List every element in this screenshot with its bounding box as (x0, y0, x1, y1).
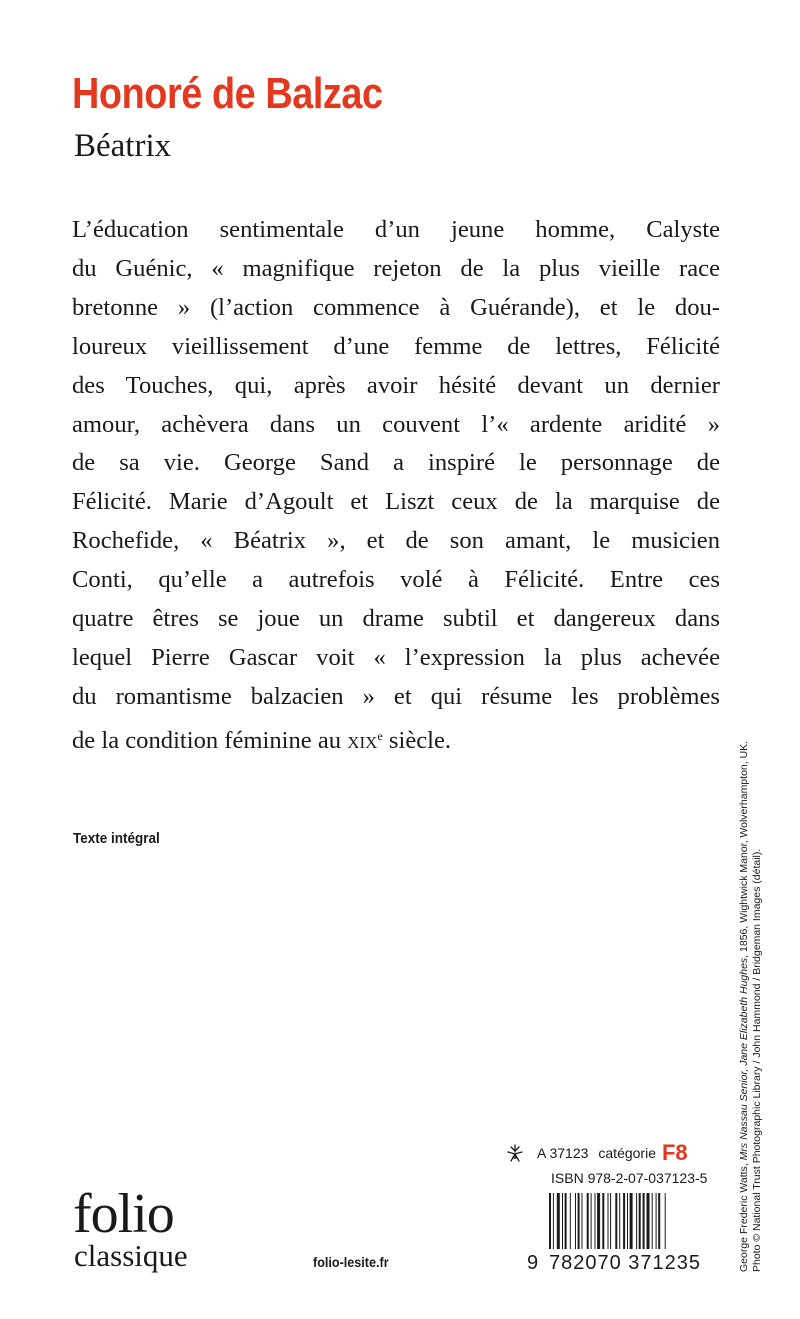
barcode-bar (656, 1193, 657, 1249)
category-label: catégorie (598, 1145, 656, 1161)
barcode-bar (591, 1193, 592, 1249)
barcode-bar (658, 1193, 660, 1249)
barcode-bar (595, 1193, 596, 1249)
summary-line: bretonne » (l’action commence à Guérande), et le dou- (72, 293, 720, 321)
barcode-bar (639, 1193, 641, 1249)
barcode-bar (627, 1193, 628, 1249)
credit-painter: George Frederic Watts, (738, 1160, 750, 1272)
barcode-bar (582, 1193, 583, 1249)
summary-line: du Guénic, « magnifique rejeton de la plus vieille race (72, 254, 720, 282)
barcode-bar (630, 1193, 633, 1249)
category-code: F8 (661, 1140, 688, 1165)
summary-last-line-end: siècle. (382, 726, 452, 754)
credit-artwork: Mrs Nassau Senior, Jane Elizabeth Hughes (738, 957, 750, 1161)
barcode-bar (636, 1193, 637, 1249)
credit-details: , 1856, Wightwick Manor, Wolverhampton, UK. (738, 740, 750, 958)
publisher-website: folio-lesite.fr (313, 1254, 389, 1270)
credit-photo: Photo © National Trust Photographic Library / John Hammond / Bridgeman Images (détail). (751, 848, 763, 1272)
isbn: ISBN 978-2-07-037123-5 (551, 1170, 708, 1186)
summary-line: lequel Pierre Gascar voit « l’expression la plus achevée (72, 643, 720, 671)
barcode-bar (643, 1193, 645, 1249)
summary-line: quatre êtres se joue un drame subtil et dangereux dans (72, 605, 720, 633)
summary-line: Rochefide, « Béatrix », et de son amant, le musicien (72, 527, 720, 555)
barcode-bar (619, 1193, 620, 1249)
book-title: Béatrix (74, 128, 172, 164)
barcode-bar (562, 1193, 563, 1249)
barcode-bar (575, 1193, 576, 1249)
edition-note: Texte intégral (73, 830, 160, 847)
summary-line: du romantisme balzacien » et qui résume les problèmes (72, 682, 720, 710)
barcode-bar (608, 1193, 609, 1249)
credit-line-1 (738, 622, 751, 1272)
century-superscript: e (377, 728, 383, 743)
barcode-number: 782070 371235 (549, 1252, 702, 1274)
barcode-digits (527, 1252, 701, 1275)
barcode-bar (557, 1193, 560, 1249)
barcode-bar (578, 1193, 580, 1249)
barcode-bar (652, 1193, 653, 1249)
barcode-bar (597, 1193, 600, 1249)
back-cover-summary (72, 211, 720, 761)
author-name: Honoré de Balzac (72, 69, 383, 118)
barcode-bar (570, 1193, 571, 1249)
barcode-bar (602, 1193, 604, 1249)
summary-line: des Touches, qui, après avoir hésité devant un dernier (72, 371, 720, 399)
cover-credit (738, 622, 764, 1272)
summary-line: amour, achèvera dans un couvent l’« ardente aridité » (72, 410, 720, 438)
publisher-logo-folio: folio (73, 1183, 174, 1245)
barcode-bar (623, 1193, 625, 1249)
summary-last-line (72, 717, 720, 761)
barcode-bar (553, 1193, 554, 1249)
summary-line: Félicité. Marie d’Agoult et Liszt ceux de la marquise de (72, 488, 720, 516)
summary-line: loureux vieillissement d’une femme de lettres, Félicité (72, 332, 720, 360)
summary-line: de sa vie. George Sand a inspiré le personnage de (72, 449, 720, 477)
barcode (549, 1193, 719, 1249)
publisher-logo-classique: classique (74, 1238, 188, 1273)
summary-line: Conti, qu’elle a autrefois volé à Félicité. Entre ces (72, 566, 720, 594)
barcode-bar (647, 1193, 650, 1249)
gallimard-logo-icon (505, 1143, 525, 1163)
summary-line: L’éducation sentimentale d’un jeune homme, Calyste (72, 216, 720, 243)
barcode-lead-digit: 9 (527, 1252, 540, 1274)
barcode-bar (565, 1193, 567, 1249)
barcode-bar (665, 1193, 666, 1249)
barcode-bar (615, 1193, 617, 1249)
summary-last-line-start: de la condition féminine au (72, 726, 348, 754)
catalog-line (505, 1142, 688, 1164)
barcode-bar (549, 1193, 551, 1249)
barcode-bar (610, 1193, 611, 1249)
century-numeral: xix (347, 726, 378, 754)
barcode-bar (587, 1193, 589, 1249)
catalog-number: A 37123 (537, 1145, 589, 1161)
